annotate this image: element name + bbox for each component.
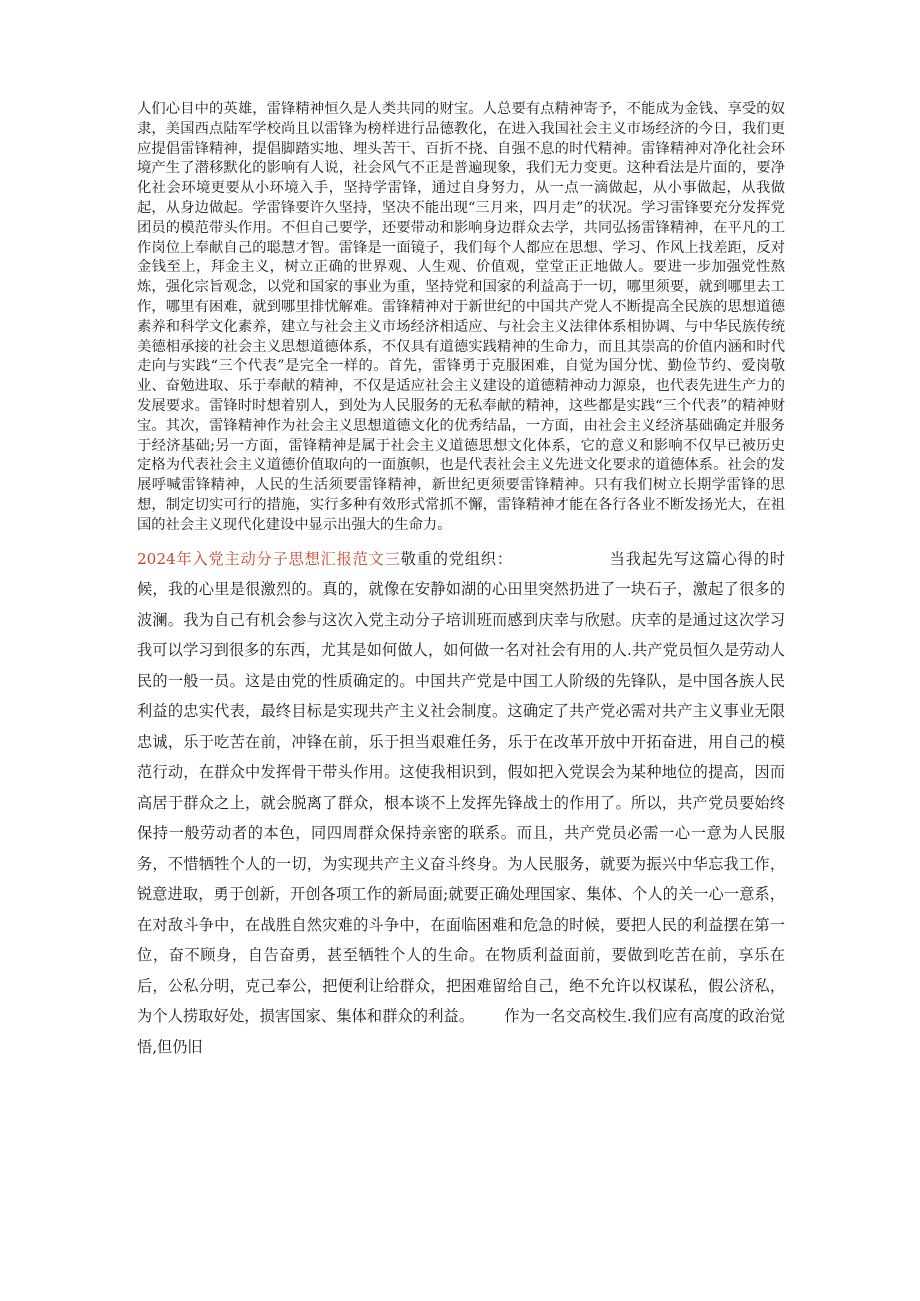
- paragraph-tail: 作为一名交高校生.我们应有高度的政治觉悟,但仍旧: [137, 1007, 786, 1056]
- body-paragraph-2: [137, 544, 785, 1063]
- salutation: 敬重的党组织：: [400, 549, 513, 568]
- document-page: [137, 100, 785, 1062]
- section-heading: 2024年入党主动分子思想汇报范文三: [137, 549, 401, 568]
- paragraph-lead: 当我起先写这篇心得的时候，我的心里是很激烈的。真的，就像在安静如湖的心田里突然扔进了一块石子，激起了很多的波澜。我为自己有机会参与这次入党主动分子培训班而感到庆幸与欣慰。庆幸的是通过这次学习我可以学习到很多的东西，尤其是如何做人，如何做一名对社会有用的人.共产党员恒久是劳动人民的一般一员。这是由党的性质确定的。中国共产党是中国工人阶级的先锋队，是中国各族人民利益的忠实代表，最终目标是实现共产主义社会制度。这确定了共产党必需对共产主义事业无限忠诚，乐于吃苦在前，冲锋在前，乐于担当艰难任务，乐于在改革开放中开拓奋进，用自己的模范行动，在群众中发挥骨干带头作用。这使我相识到，假如把入党误会为某种地位的提高，因而高居于群众之上，就会脱离了群众，根本谈不上发挥先锋战士的作用了。所以，共产党员要始终保持一般劳动者的本色，同四周群众保持亲密的联系。而且，共产党员必需一心一意为人民服务，不惜牺牲个人的一切，为实现共产主义奋斗终身。为人民服务，就要为振兴中华忘我工作，锐意进取，勇于创新，开创各项工作的新局面;就要正确处理国家、集体、个人的关一心一意系，在对敌斗争中，在战胜自然灾难的斗争中，在面临困难和危急的时候，要把人民的利益摆在第一位，奋不顾身，自告奋勇，甚至牺牲个人的生命。在物质利益面前，要做到吃苦在前，享乐在后，公私分明，克己奉公，把便利让给群众，把困难留给自己，绝不允许以权谋私，假公济私，为个人捞取好处，损害国家、集体和群众的利益。: [137, 549, 786, 1026]
- body-paragraph: 人们心目中的英雄，雷锋精神恒久是人类共同的财宝。人总要有点精神寄予，不能成为金钱、享受的奴隶，美国西点陆军学校尚且以雷锋为榜样进行品德教化，在进入我国社会主义市场经济的今日，我们更应提倡雷锋精神，提倡脚踏实地、埋头苦干、百折不挠、自强不息的时代精神。雷锋精神对净化社会环境产生了潜移默化的影响有人说，社会风气不正是普遍现象，我们无力变更。这种看法是片面的，要净化社会环境更要从小环境入手，坚持学雷锋，通过自身努力，从一点一滴做起，从小事做起，从我做起，从身边做起。学雷锋要许久坚持，坚决不能出现“三月来，四月走”的状况。学习雷锋要充分发挥党团员的模范带头作用。不但自己要学，还要带动和影响身边群众去学，共同弘扬雷锋精神，在平凡的工作岗位上奉献自己的聪慧才智。雷锋是一面镜子，我们每个人都应在思想、学习、作风上找差距，反对金钱至上，拜金主义，树立正确的世界观、人生观、价值观，堂堂正正地做人。要进一步加强党性熬炼，强化宗旨观念，以党和国家的事业为重，坚持党和国家的利益高于一切，哪里须要，就到哪里去工作，哪里有困难，就到哪里排忧解难。雷锋精神对于新世纪的中国共产党人不断提高全民族的思想道德素养和科学文化素养，建立与社会主义市场经济相适应、与社会主义法律体系相协调、与中华民族传统美德相承接的社会主义思想道德体系，不仅具有道德实践精神的生命力，而且其崇高的价值内涵和时代走向与实践“三个代表”是完全一样的。首先，雷锋勇于克服困难，自觉为国分忧、勤俭节约、爱岗敬业、奋勉进取、乐于奉献的精神，不仅是适应社会主义建设的道德精神动力源泉，也代表先进生产力的发展要求。雷锋时时想着别人，到处为人民服务的无私奉献的精神，这些都是实践“三个代表”的精神财宝。其次，雷锋精神作为社会主义思想道德文化的优秀结晶，一方面，由社会主义经济基础确定并服务于经济基础;另一方面，雷锋精神是属于社会主义道德思想文化体系，它的意义和影响不仅早已被历史定格为代表社会主义道德价值取向的一面旗帜，也是代表社会主义先进文化要求的道德体系。社会的发展呼喊雷锋精神，人民的生活须要雷锋精神，新世纪更须要雷锋精神。只有我们树立长期学雷锋的思想，制定切实可行的措施，实行多种有效形式常抓不懈，雷锋精神才能在各行各业不断发扬光大，在祖国的社会主义现代化建设中显示出强大的生命力。: [137, 101, 785, 533]
